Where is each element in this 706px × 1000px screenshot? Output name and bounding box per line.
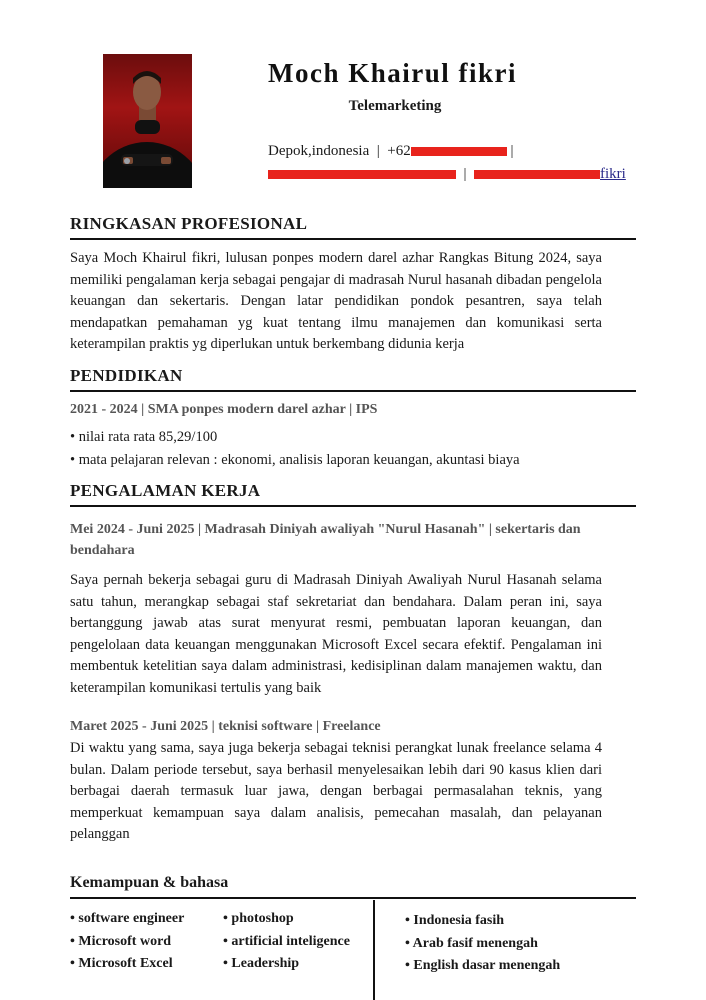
- job-heading: Mei 2024 - Juni 2025 | Madrasah Diniyah awaliyah "Nurul Hasanah" | sekertaris dan bendahara: [70, 522, 581, 558]
- section-title-experience: PENGALAMAN KERJA: [70, 481, 636, 507]
- location-text: Depok,indonesia: [268, 143, 370, 159]
- skill-item: • artificial inteligence: [223, 933, 350, 949]
- skill-item: • software engineer: [70, 911, 185, 926]
- redaction-bar: [268, 170, 456, 179]
- education-bullets: [70, 426, 520, 471]
- redaction-bar: [474, 170, 600, 179]
- language-item: • Arab fasif menengah: [405, 935, 538, 951]
- education-bullet: • mata pelajaran relevan : ekonomi, analisis laporan keuangan, akuntasi biaya: [70, 451, 520, 468]
- skills-column-1: [70, 908, 184, 976]
- phone-prefix: +62: [387, 143, 411, 159]
- profile-link[interactable]: fikri: [600, 166, 626, 182]
- job-title: Telemarketing: [348, 98, 442, 114]
- skill-item: • Microsoft Excel: [70, 956, 173, 971]
- skill-item: • photoshop: [223, 911, 294, 926]
- summary-text: Saya Moch Khairul fikri, lulusan ponpes modern darel azhar Rangkas Bitung 2024, saya memiliki pengalaman kerja sebagai pengajar di madrasah Nurul hasanah dibadan pengelola keuangan dan sekertaris. Dengan latar pendidikan pondok pesantren, saya telah mendapatkan pemahaman yg kuat tentang ilmu manajemen dan komunikasi serta keterampilan praktis yg diperlukan untuk berkembang didunia kerja: [70, 250, 602, 353]
- skill-item: • Leadership: [223, 956, 300, 971]
- profile-photo: [103, 54, 192, 188]
- language-item: • English dasar menengah: [405, 958, 561, 973]
- column-divider: [373, 900, 375, 1000]
- section-title-education: PENDIDIKAN: [70, 366, 636, 392]
- language-item: • Indonesia fasih: [405, 913, 505, 928]
- job-description: Saya pernah bekerja sebagai guru di Madrasah Diniyah Awaliyah Nurul Hasanah selama satu tahun, merangkap sebagai staf sekretariat dan bendahara. Dalam peran ini, saya bertanggung jawab atas surat menyurat resmi, pembuatan laporan keuangan, dan pengelolaan data keuangan menggunakan Microsoft Excel secara efektif. Pengalaman ini membentuk ketelitian saya dalam administrasi, kedisiplinan dalam manajemen waktu, dan keterampilan komunikasi tertulis yang baik: [70, 572, 602, 696]
- job-heading: Maret 2025 - Juni 2025 | teknisi software | Freelance: [70, 719, 381, 734]
- skills-column-2: [223, 908, 350, 976]
- section-title-summary: RINGKASAN PROFESIONAL: [70, 214, 636, 240]
- section-title-skills: Kemampuan & bahasa: [70, 874, 636, 899]
- contact-line-1: Depok,indonesia | +62 |: [268, 143, 514, 159]
- redaction-bar: [411, 147, 507, 156]
- education-bullet: • nilai rata rata 85,29/100: [70, 429, 218, 445]
- languages-column: [405, 910, 560, 978]
- job-description: Di waktu yang sama, saya juga bekerja sebagai teknisi perangkat lunak freelance selama 4 bulan. Dalam periode tersebut, saya berhasil menyelesaikan lebih dari 90 kasus klien dari berbagai daerah termasuk luar jawa, dengan berbagai permasalahan teknis, yang memperkuat kemampuan saya dalam analisis, pemecahan masalah, dan pelayanan pelanggan: [70, 740, 602, 843]
- candidate-name: Moch Khairul fikri: [268, 58, 517, 88]
- contact-line-2: | fikri: [268, 166, 626, 183]
- education-entry: 2021 - 2024 | SMA ponpes modern darel azhar | IPS: [70, 402, 378, 417]
- skill-item: • Microsoft word: [70, 933, 172, 949]
